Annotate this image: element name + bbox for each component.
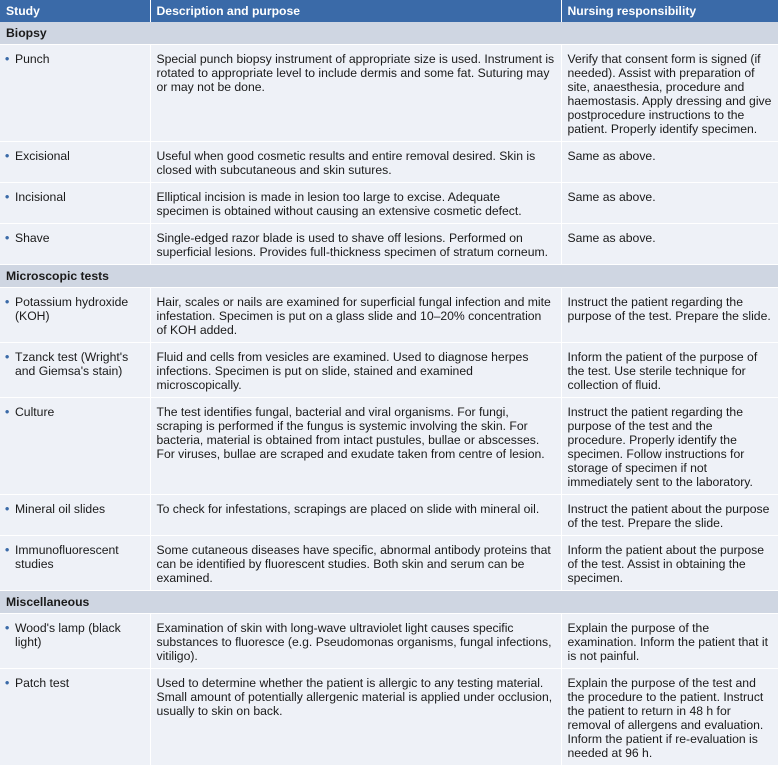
study-cell: • Excisional <box>0 142 150 183</box>
bullet-icon: • <box>5 621 10 635</box>
description-cell: To check for infestations, scrapings are placed on slide with mineral oil. <box>150 495 561 536</box>
table-row <box>0 614 778 669</box>
nursing-cell: Inform the patient of the purpose of the test. Use sterile technique for collection of fluid. <box>561 343 778 398</box>
nursing-cell: Instruct the patient regarding the purpose of the test and the procedure. Properly identify the specimen. Follow instructions for storage of specimen if not immediately sent to the laboratory. <box>561 398 778 495</box>
description-cell: Hair, scales or nails are examined for superficial fungal infection and mite infestation. Specimen is put on a glass slide and 10–20% concentration of KOH added. <box>150 288 561 343</box>
section-title: Microscopic tests <box>0 265 778 288</box>
description-cell: Single-edged razor blade is used to shave off lesions. Performed on superficial lesions. Provides full-thickness specimen of stratum corneum. <box>150 224 561 265</box>
header-study: Study <box>0 0 150 22</box>
description-cell: Used to determine whether the patient is allergic to any testing material. Small amount of potentially allergenic material is applied under occlusion, usually to skin on back. <box>150 669 561 766</box>
table-row <box>0 142 778 183</box>
description-cell: Examination of skin with long-wave ultraviolet light causes specific substances to fluoresce (e.g. Pseudomonas organisms, fungal infections, vitiligo). <box>150 614 561 669</box>
section-title: Biopsy <box>0 22 778 45</box>
header-row <box>0 0 778 22</box>
description-cell: Some cutaneous diseases have specific, abnormal antibody proteins that can be identified by fluorescent studies. Both skin and serum can be examined. <box>150 536 561 591</box>
table-row <box>0 183 778 224</box>
bullet-icon: • <box>5 405 10 419</box>
bullet-icon: • <box>5 502 10 516</box>
table-row <box>0 343 778 398</box>
bullet-icon: • <box>5 543 10 557</box>
nursing-cell: Same as above. <box>561 224 778 265</box>
bullet-icon: • <box>5 350 10 364</box>
study-cell: • Culture <box>0 398 150 495</box>
nursing-cell: Instruct the patient regarding the purpose of the test. Prepare the slide. <box>561 288 778 343</box>
table-row <box>0 536 778 591</box>
study-cell: • Immunofluorescent studies <box>0 536 150 591</box>
study-cell: • Potassium hydroxide (KOH) <box>0 288 150 343</box>
bullet-icon: • <box>5 52 10 66</box>
bullet-icon: • <box>5 295 10 309</box>
section-row-biopsy <box>0 22 778 45</box>
description-cell: Useful when good cosmetic results and entire removal desired. Skin is closed with subcutaneous and skin sutures. <box>150 142 561 183</box>
section-row-miscellaneous <box>0 591 778 614</box>
description-cell: Fluid and cells from vesicles are examined. Used to diagnose herpes infections. Specimen is put on slide, stained and examined microscopically. <box>150 343 561 398</box>
nursing-cell: Same as above. <box>561 142 778 183</box>
description-cell: Special punch biopsy instrument of appropriate size is used. Instrument is rotated to appropriate level to include dermis and some fat. Suturing may or may not be done. <box>150 45 561 142</box>
study-cell: • Patch test <box>0 669 150 766</box>
study-cell: • Punch <box>0 45 150 142</box>
nursing-cell: Instruct the patient about the purpose of the test. Prepare the slide. <box>561 495 778 536</box>
table-row <box>0 224 778 265</box>
nursing-cell: Explain the purpose of the examination. Inform the patient that it is not painful. <box>561 614 778 669</box>
bullet-icon: • <box>5 231 10 245</box>
bullet-icon: • <box>5 190 10 204</box>
section-title: Miscellaneous <box>0 591 778 614</box>
study-cell: • Wood's lamp (black light) <box>0 614 150 669</box>
description-cell: Elliptical incision is made in lesion too large to excise. Adequate specimen is obtained without causing an extensive cosmetic defect. <box>150 183 561 224</box>
table-row <box>0 495 778 536</box>
bullet-icon: • <box>5 149 10 163</box>
section-row-microscopic <box>0 265 778 288</box>
table-row <box>0 45 778 142</box>
description-cell: The test identifies fungal, bacterial and viral organisms. For fungi, scraping is performed if the fungus is systemic involving the skin. For bacteria, material is obtained from intact pustules, bullae or abscesses. For viruses, bullae are scraped and exudate taken from centre of lesion. <box>150 398 561 495</box>
study-cell: • Incisional <box>0 183 150 224</box>
table-row <box>0 398 778 495</box>
header-nursing: Nursing responsibility <box>561 0 778 22</box>
study-cell: • Tzanck test (Wright's and Giemsa's stain) <box>0 343 150 398</box>
study-cell: • Mineral oil slides <box>0 495 150 536</box>
study-cell: • Shave <box>0 224 150 265</box>
nursing-cell: Verify that consent form is signed (if needed). Assist with preparation of site, anaesthesia, procedure and haemostasis. Apply dressing and give postprocedure instructions to the patient. Properly identify specimen. <box>561 45 778 142</box>
bullet-icon: • <box>5 676 10 690</box>
table-row <box>0 669 778 766</box>
table-row <box>0 288 778 343</box>
nursing-cell: Inform the patient about the purpose of the test. Assist in obtaining the specimen. <box>561 536 778 591</box>
nursing-cell: Same as above. <box>561 183 778 224</box>
nursing-cell: Explain the purpose of the test and the procedure to the patient. Instruct the patient to return in 48 h for removal of allergens and evaluation. Inform the patient if re-evaluation is needed at 96 h. <box>561 669 778 766</box>
header-description: Description and purpose <box>150 0 561 22</box>
